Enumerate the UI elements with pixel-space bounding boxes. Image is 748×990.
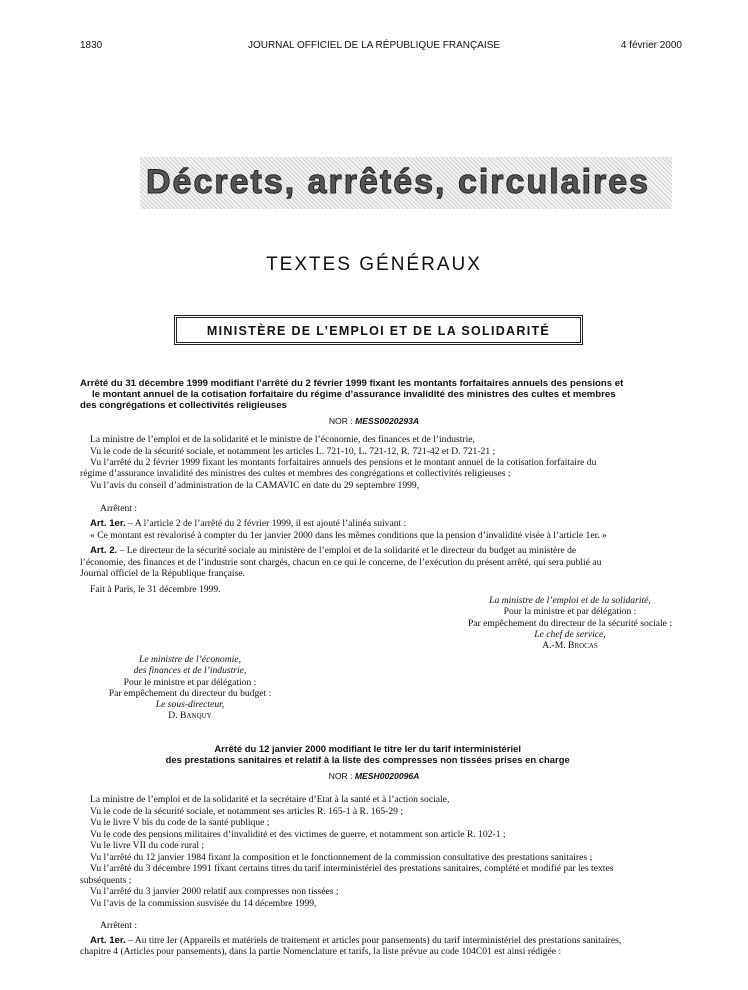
article-label: Art. 1er. bbox=[90, 935, 126, 946]
arrete2-title-line: des prestations sanitaires et relatif à la liste des compresses non tissées prises en charge bbox=[165, 755, 570, 766]
article-2-line: l’économie, des finances et de l’industrie sont chargés, chacun en ce qui le concerne, de l’exécution du présent arrêté, qui sera publié au bbox=[80, 557, 602, 568]
visa-line: Vu l’arrêté du 12 janvier 1984 fixant la composition et le fonctionnement de la commission consultative des prestations sanitaires ; bbox=[90, 852, 593, 863]
article-text: – Au titre Ier (Appareils et matériels de traitement et articles pour pansements) du tarif interministériel des prestations sanitaires, bbox=[125, 935, 622, 946]
banner-title: Décrets, arrêtés, circulaires bbox=[146, 163, 651, 201]
article-1 bbox=[90, 935, 621, 946]
issue-date: 4 février 2000 bbox=[620, 40, 682, 51]
signature-line: Par empêchement du directeur de la sécurité sociale : bbox=[467, 617, 673, 629]
article-2-line: Journal officiel de la République française. bbox=[80, 568, 245, 579]
visa-line: Vu le livre V bis du code de la santé publique ; bbox=[90, 817, 270, 828]
fait-a-paris: Fait à Paris, le 31 décembre 1999. bbox=[90, 584, 221, 595]
article-1-quote: « Ce montant est revalorisé à compter du 1er janvier 2000 dans les mêmes conditions que la pension d’invalidité visée à l’article 1er. » bbox=[90, 530, 607, 541]
visa-line: Vu le code des pensions militaires d’invalidité et des victimes de guerre, et notamment son article R. 102-1 ; bbox=[90, 829, 506, 840]
signature-line: Le sous-directeur, bbox=[155, 699, 225, 711]
visa-line: régime d’assurance invalidité des ministres des cultes et membres des congrégations et collectivités religieuses ; bbox=[80, 468, 511, 479]
signature-line: Pour le ministre et par délégation : bbox=[123, 676, 257, 688]
visa-line: Vu le code de la sécurité sociale, et notamment les articles L. 721-10, L. 721-12, R. 721-42 et D. 721-21 ; bbox=[90, 446, 496, 457]
visa-line: Vu l’arrêté du 3 décembre 1991 fixant certains titres du tarif interministériel des prestations sanitaires, complété et modifié par les textes bbox=[90, 863, 614, 874]
arretent: Arrêtent : bbox=[100, 503, 138, 514]
nor-label: NOR : bbox=[328, 416, 356, 426]
arrete2-title-line: Arrêté du 12 janvier 2000 modifiant le titre Ier du tarif interministériel bbox=[214, 744, 521, 755]
arrete1-nor bbox=[0, 416, 748, 426]
nor-label: NOR : bbox=[328, 771, 355, 781]
visa-line: subséquents ; bbox=[80, 875, 132, 886]
page-number: 1830 bbox=[80, 40, 103, 51]
visa-line: La ministre de l’emploi et de la solidarité et la secrétaire d’Etat à la santé et à l’action sociale, bbox=[90, 794, 450, 805]
arrete1-title-line: Arrêté du 31 décembre 1999 modifiant l’arrêté du 2 février 1999 fixant les montants forfaitaires annuels des pensions et bbox=[80, 378, 624, 389]
nor-code: MESS0020293A bbox=[355, 416, 420, 426]
visa-line: La ministre de l’emploi et de la solidarité et le ministre de l’économie, des finances et de l’industrie, bbox=[90, 434, 475, 445]
section-banner bbox=[140, 157, 672, 209]
signature-line: Pour la ministre et par délégation : bbox=[503, 606, 637, 618]
journal-title: JOURNAL OFFICIEL DE LA RÉPUBLIQUE FRANÇAISE bbox=[247, 40, 501, 51]
ministry-heading: MINISTÈRE DE L’EMPLOI ET DE LA SOLIDARITÉ bbox=[176, 317, 581, 343]
article-text: – Le directeur de la sécurité sociale au ministère de l’emploi et de la solidarité et le directeur du budget au ministère de bbox=[117, 545, 577, 556]
signature-block-right bbox=[420, 595, 720, 651]
signature-line: Par empêchement du directeur du budget : bbox=[108, 687, 272, 699]
arrete1-title-line: des congrégations et collectivités religieuses bbox=[80, 400, 287, 411]
nor-code: MESH0020096A bbox=[354, 771, 420, 781]
article-1-line: chapitre 4 (Articles pour pansements), dans la partie Nomenclature et tarifs, la liste prévue au code 104C01 est ainsi rédigée : bbox=[80, 946, 562, 957]
arrete1-title-line: le montant annuel de la cotisation forfaitaire du régime d’assurance invalidité des ministres des cultes et membres bbox=[92, 389, 616, 400]
arrete2-nor bbox=[0, 771, 748, 781]
signature-line: des finances et de l’industrie, bbox=[133, 665, 247, 677]
signature-line: Le chef de service, bbox=[534, 628, 606, 640]
visa-line: Vu l’avis de la commission susvisée du 14 décembre 1999, bbox=[90, 898, 317, 909]
article-text: – A l’article 2 de l’arrêté du 2 février 1999, il est ajouté l’alinéa suivant : bbox=[125, 518, 407, 529]
visa-line: Vu l’arrêté du 3 janvier 2000 relatif aux compresses non tissées ; bbox=[90, 886, 339, 897]
signatory-name: D. Banquy bbox=[168, 710, 212, 722]
arrete1-title bbox=[80, 378, 680, 411]
visa-line: Vu l’avis du conseil d’administration de la CAMAVIC en date du 29 septembre 1999, bbox=[90, 480, 420, 491]
visa-line: Vu le livre VII du code rural ; bbox=[90, 840, 205, 851]
article-label: Art. 1er. bbox=[90, 518, 126, 529]
arretent: Arrêtent : bbox=[100, 920, 138, 931]
section-title: TEXTES GÉNÉRAUX bbox=[266, 254, 482, 275]
visa-line: Vu le code de la sécurité sociale, et notamment ses articles R. 165-1 à R. 165-29 ; bbox=[90, 806, 403, 817]
signatory-name: A.-M. Brocas bbox=[542, 640, 598, 652]
signature-line: La ministre de l’emploi et de la solidarité, bbox=[489, 595, 651, 606]
article-1 bbox=[90, 518, 406, 529]
signature-block-left bbox=[60, 654, 320, 722]
signature-line: Le ministre de l’économie, bbox=[139, 654, 241, 665]
arrete2-title bbox=[0, 744, 748, 766]
article-label: Art. 2. bbox=[90, 545, 118, 556]
visa-line: Vu l’arrêté du 2 février 1999 fixant les montants forfaitaires annuels des pensions et le montant annuel de la cotisation forfaitaire du bbox=[90, 457, 597, 468]
article-2 bbox=[90, 545, 576, 556]
